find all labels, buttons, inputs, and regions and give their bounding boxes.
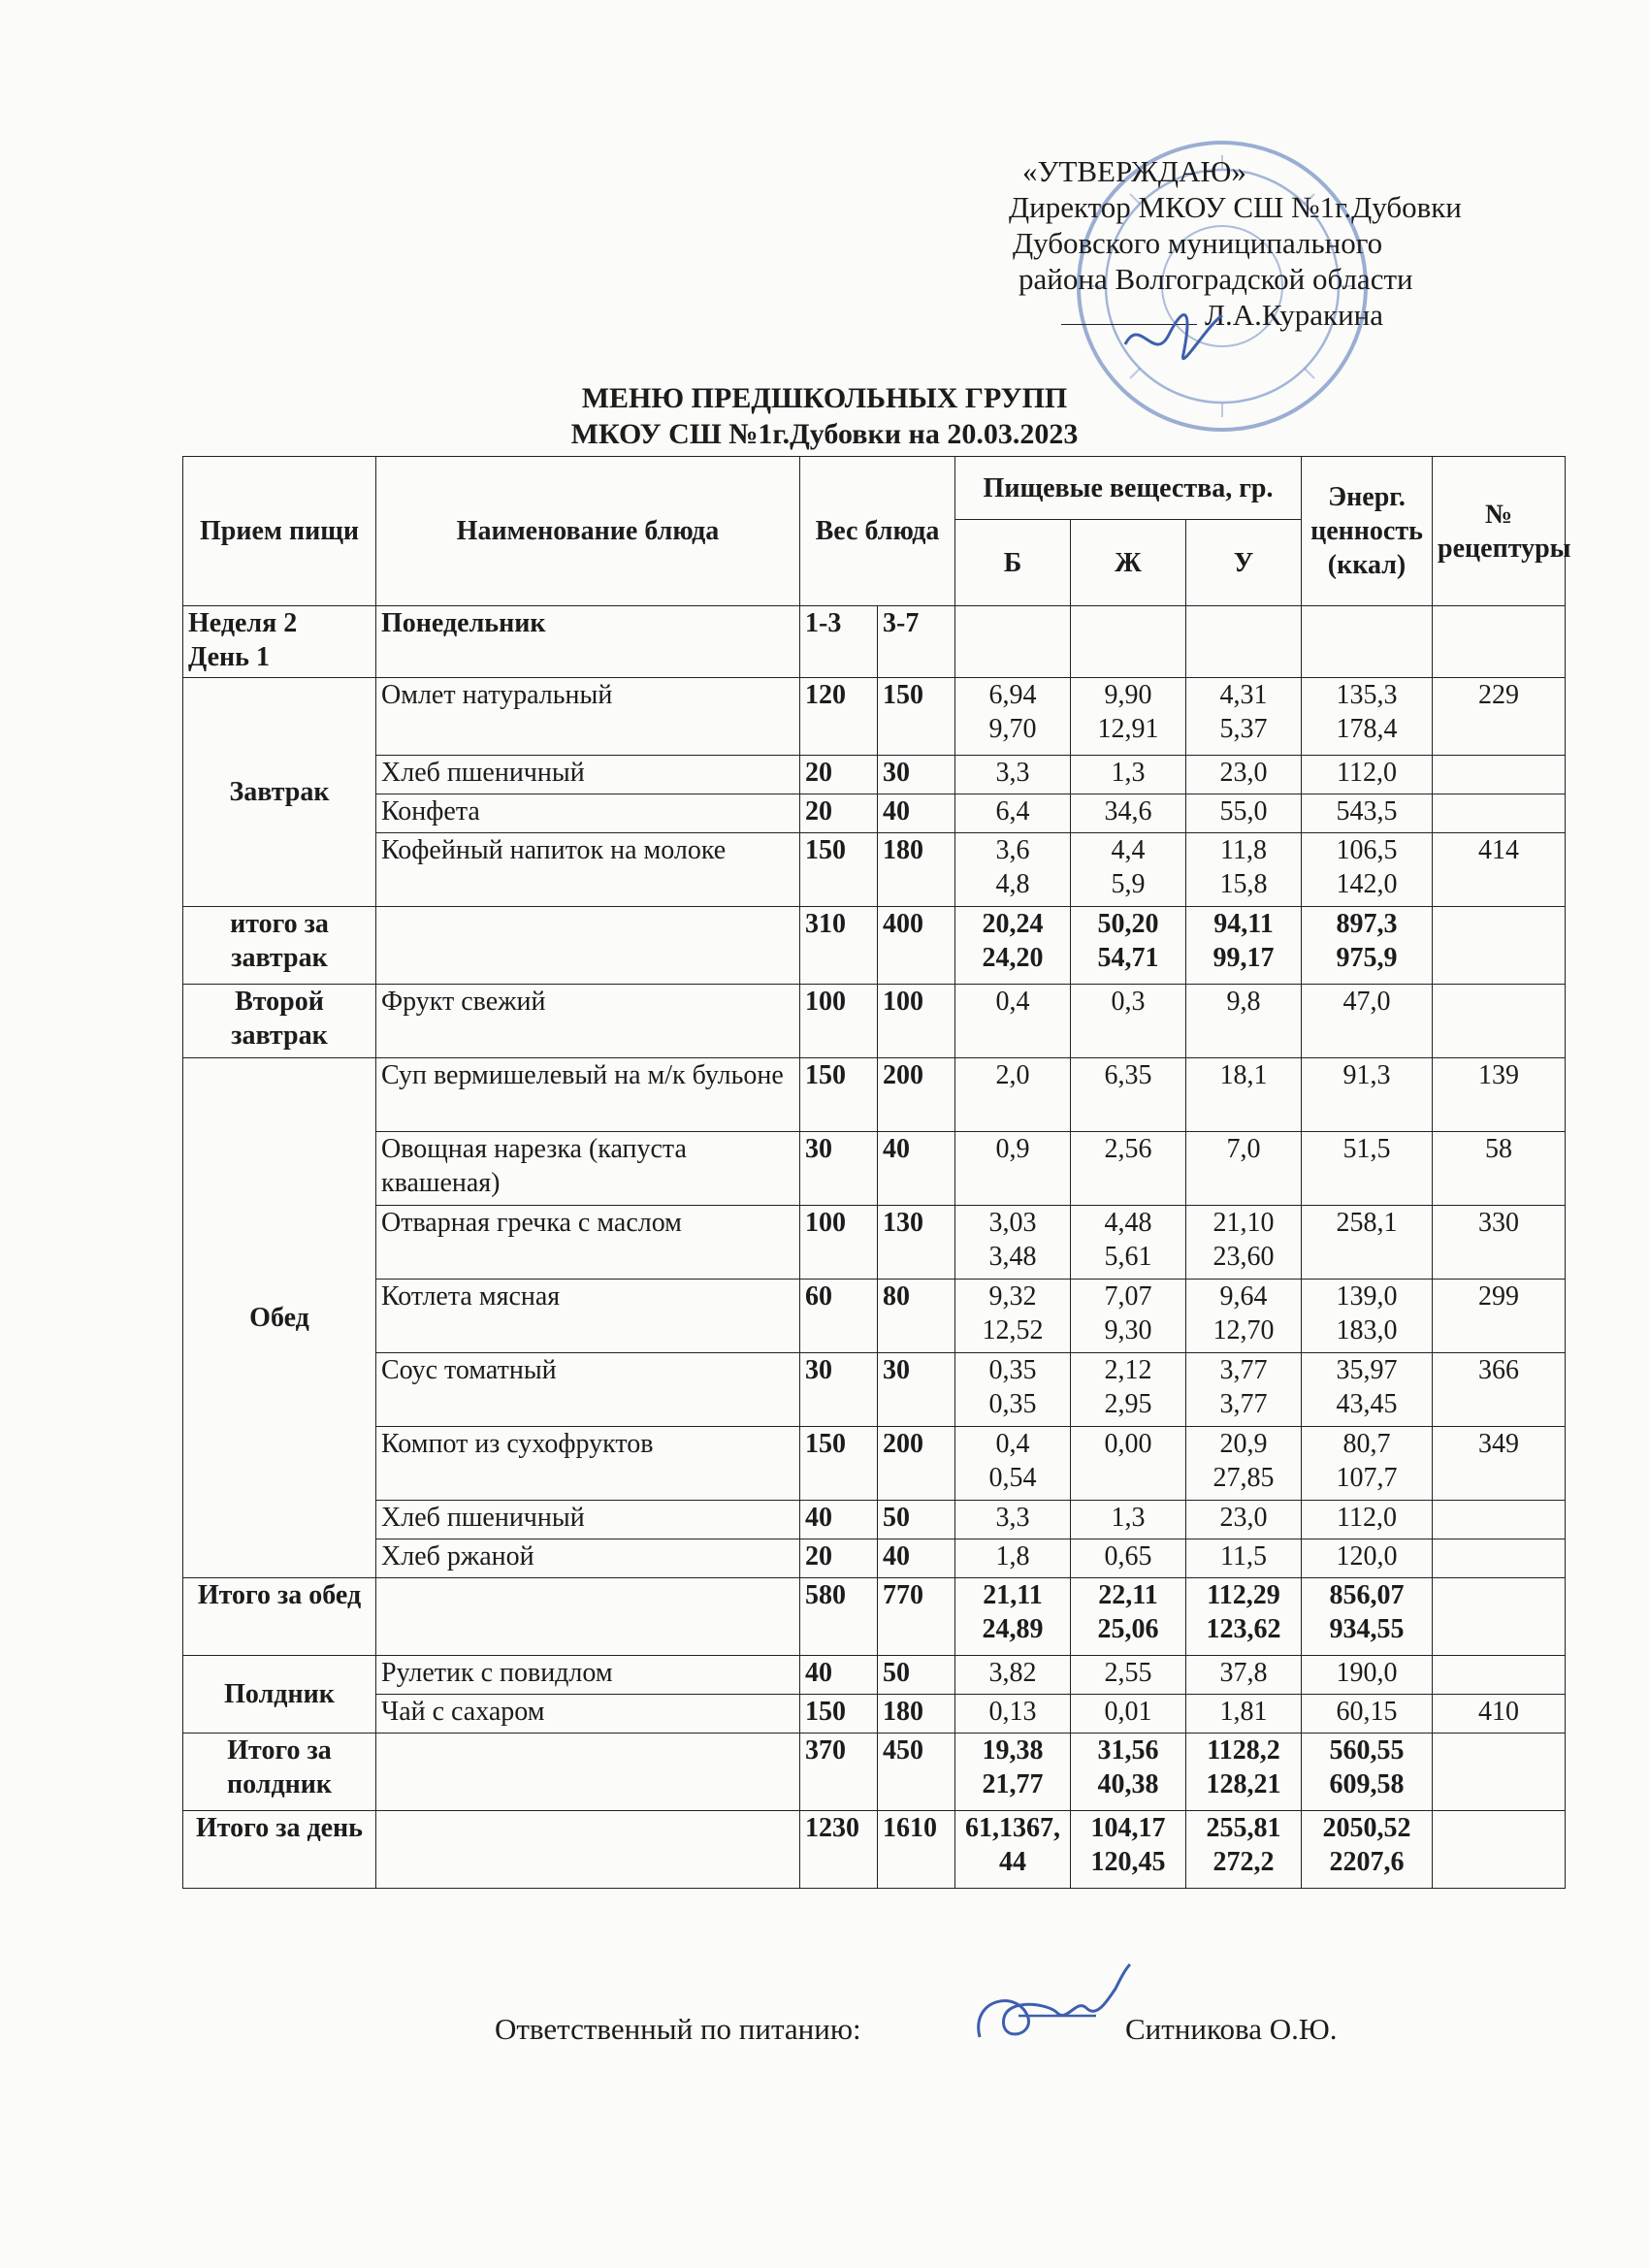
dish-name: Конфета	[376, 794, 800, 833]
day-name: Понедельник	[376, 606, 800, 678]
weight-1-3: 20	[800, 1539, 878, 1578]
director-signature-icon	[1116, 296, 1232, 383]
recipe-number: 349	[1433, 1427, 1566, 1501]
carbs: 11,8 15,8	[1186, 833, 1302, 907]
fat: 104,17 120,45	[1071, 1811, 1186, 1889]
weight-3-7: 770	[878, 1578, 955, 1656]
header-weight: Вес блюда	[800, 457, 955, 606]
weight-3-7: 100	[878, 985, 955, 1058]
protein: 6,4	[955, 794, 1071, 833]
table-row	[183, 1539, 1566, 1578]
empty-cell	[1433, 1733, 1566, 1811]
protein: 0,13	[955, 1695, 1071, 1733]
empty-cell	[376, 1811, 800, 1889]
protein: 0,4	[955, 985, 1071, 1058]
recipe-number: 414	[1433, 833, 1566, 907]
carbs: 37,8	[1186, 1656, 1302, 1695]
approval-district: Дубовского муниципального	[1013, 226, 1383, 260]
weight-1-3: 310	[800, 907, 878, 985]
recipe-number: 330	[1433, 1206, 1566, 1280]
dish-name: Котлета мясная	[376, 1280, 800, 1353]
carbs: 18,1	[1186, 1058, 1302, 1132]
dish-name: Хлеб ржаной	[376, 1539, 800, 1578]
table-row	[183, 985, 1566, 1058]
approval-heading: «УТВЕРЖДАЮ»	[1022, 154, 1246, 188]
weight-3-7: 40	[878, 1132, 955, 1206]
empty-cell	[1302, 606, 1433, 678]
age-group-1: 1-3	[800, 606, 878, 678]
weight-1-3: 40	[800, 1656, 878, 1695]
weight-3-7: 180	[878, 1695, 955, 1733]
table-row	[183, 1206, 1566, 1280]
dish-name: Рулетик с повидлом	[376, 1656, 800, 1695]
empty-cell	[1433, 1811, 1566, 1889]
weight-3-7: 30	[878, 1353, 955, 1427]
energy: 112,0	[1302, 1501, 1433, 1539]
energy: 91,3	[1302, 1058, 1433, 1132]
protein: 0,4 0,54	[955, 1427, 1071, 1501]
header-dish: Наименование блюда	[376, 457, 800, 606]
protein: 6,94 9,70	[955, 678, 1071, 756]
energy: 190,0	[1302, 1656, 1433, 1695]
energy: 897,3 975,9	[1302, 907, 1433, 985]
responsible-name: Ситникова О.Ю.	[1125, 2012, 1338, 2046]
approval-region: района Волгоградской области	[1018, 262, 1413, 296]
meal-snack: Полдник	[183, 1656, 376, 1733]
energy: 51,5	[1302, 1132, 1433, 1206]
fat: 31,56 40,38	[1071, 1733, 1186, 1811]
protein: 0,35 0,35	[955, 1353, 1071, 1427]
weight-3-7: 40	[878, 1539, 955, 1578]
recipe-number: 299	[1433, 1280, 1566, 1353]
dish-name: Хлеб пшеничный	[376, 756, 800, 794]
dish-name: Овощная нарезка (капуста квашеная)	[376, 1132, 800, 1206]
weight-3-7: 50	[878, 1656, 955, 1695]
fat: 22,11 25,06	[1071, 1578, 1186, 1656]
fat: 2,56	[1071, 1132, 1186, 1206]
menu-table	[182, 456, 1571, 1889]
recipe-number: 229	[1433, 678, 1566, 756]
weight-1-3: 370	[800, 1733, 878, 1811]
meal-breakfast: Завтрак	[183, 678, 376, 907]
header-b: Б	[955, 520, 1071, 606]
energy: 543,5	[1302, 794, 1433, 833]
title-line-1: МЕНЮ ПРЕДШКОЛЬНЫХ ГРУПП	[581, 382, 1068, 414]
carbs: 1,81	[1186, 1695, 1302, 1733]
recipe-number	[1433, 794, 1566, 833]
total-label: итого за завтрак	[183, 907, 376, 985]
page-title	[0, 380, 1649, 452]
weight-1-3: 20	[800, 756, 878, 794]
recipe-number: 58	[1433, 1132, 1566, 1206]
weight-3-7: 180	[878, 833, 955, 907]
table-row	[183, 678, 1566, 756]
header-u: У	[1186, 520, 1302, 606]
protein: 21,11 24,89	[955, 1578, 1071, 1656]
table-row	[183, 1353, 1566, 1427]
weight-3-7: 450	[878, 1733, 955, 1811]
table-row	[183, 833, 1566, 907]
carbs: 21,10 23,60	[1186, 1206, 1302, 1280]
fat: 7,07 9,30	[1071, 1280, 1186, 1353]
fat: 4,48 5,61	[1071, 1206, 1186, 1280]
protein: 3,6 4,8	[955, 833, 1071, 907]
weight-3-7: 30	[878, 756, 955, 794]
weight-1-3: 150	[800, 1427, 878, 1501]
protein: 9,32 12,52	[955, 1280, 1071, 1353]
carbs: 23,0	[1186, 756, 1302, 794]
fat: 6,35	[1071, 1058, 1186, 1132]
energy: 47,0	[1302, 985, 1433, 1058]
weight-1-3: 580	[800, 1578, 878, 1656]
total-label: Итого за полдник	[183, 1733, 376, 1811]
carbs: 112,29 123,62	[1186, 1578, 1302, 1656]
recipe-number: 366	[1433, 1353, 1566, 1427]
carbs: 3,77 3,77	[1186, 1353, 1302, 1427]
carbs: 4,31 5,37	[1186, 678, 1302, 756]
table-row	[183, 1132, 1566, 1206]
carbs: 9,8	[1186, 985, 1302, 1058]
total-label: Итого за день	[183, 1811, 376, 1889]
protein: 3,3	[955, 1501, 1071, 1539]
table-row	[183, 1280, 1566, 1353]
table-row	[183, 756, 1566, 794]
responsible-signature-icon	[960, 1960, 1154, 2066]
total-row-snack	[183, 1733, 1566, 1811]
weight-3-7: 200	[878, 1058, 955, 1132]
fat: 1,3	[1071, 1501, 1186, 1539]
header-recipe: № рецептуры	[1433, 457, 1566, 606]
empty-cell	[376, 1578, 800, 1656]
table-row	[183, 1695, 1566, 1733]
energy: 856,07 934,55	[1302, 1578, 1433, 1656]
energy: 135,3 178,4	[1302, 678, 1433, 756]
dish-name: Омлет натуральный	[376, 678, 800, 756]
dish-name: Хлеб пшеничный	[376, 1501, 800, 1539]
energy: 80,7 107,7	[1302, 1427, 1433, 1501]
recipe-number	[1433, 1539, 1566, 1578]
approval-block	[1009, 153, 1552, 333]
empty-cell	[1433, 1578, 1566, 1656]
weight-1-3: 120	[800, 678, 878, 756]
fat: 4,4 5,9	[1071, 833, 1186, 907]
fat: 1,3	[1071, 756, 1186, 794]
empty-cell	[1433, 907, 1566, 985]
weight-3-7: 50	[878, 1501, 955, 1539]
approval-director: Директор МКОУ СШ №1г.Дубовки	[1009, 190, 1462, 224]
empty-cell	[1433, 606, 1566, 678]
day-row	[183, 606, 1566, 678]
weight-1-3: 40	[800, 1501, 878, 1539]
header-energy: Энерг. ценность (ккал)	[1302, 457, 1433, 606]
meal-second-breakfast: Второй завтрак	[183, 985, 376, 1058]
weight-1-3: 100	[800, 1206, 878, 1280]
dish-name: Отварная гречка с маслом	[376, 1206, 800, 1280]
total-row-day	[183, 1811, 1566, 1889]
approval-signature-line	[1009, 297, 1552, 333]
carbs: 23,0	[1186, 1501, 1302, 1539]
table-row	[183, 1058, 1566, 1132]
fat: 0,65	[1071, 1539, 1186, 1578]
fat: 34,6	[1071, 794, 1186, 833]
weight-3-7: 130	[878, 1206, 955, 1280]
recipe-number: 139	[1433, 1058, 1566, 1132]
table-row	[183, 794, 1566, 833]
protein: 61,1367, 44	[955, 1811, 1071, 1889]
total-label: Итого за обед	[183, 1578, 376, 1656]
recipe-number	[1433, 985, 1566, 1058]
weight-3-7: 400	[878, 907, 955, 985]
weight-1-3: 150	[800, 833, 878, 907]
fat: 2,55	[1071, 1656, 1186, 1695]
header-nutrients: Пищевые вещества, гр.	[955, 457, 1302, 520]
carbs: 55,0	[1186, 794, 1302, 833]
energy: 258,1	[1302, 1206, 1433, 1280]
carbs: 7,0	[1186, 1132, 1302, 1206]
energy: 560,55 609,58	[1302, 1733, 1433, 1811]
weight-3-7: 1610	[878, 1811, 955, 1889]
weight-3-7: 200	[878, 1427, 955, 1501]
dish-name: Чай с сахаром	[376, 1695, 800, 1733]
age-group-2: 3-7	[878, 606, 955, 678]
empty-cell	[1186, 606, 1302, 678]
protein: 0,9	[955, 1132, 1071, 1206]
weight-1-3: 150	[800, 1058, 878, 1132]
footer	[495, 2012, 1338, 2047]
protein: 19,38 21,77	[955, 1733, 1071, 1811]
energy: 2050,52 2207,6	[1302, 1811, 1433, 1889]
responsible-label: Ответственный по питанию:	[495, 2012, 861, 2046]
empty-cell	[376, 1733, 800, 1811]
weight-1-3: 30	[800, 1132, 878, 1206]
weight-3-7: 150	[878, 678, 955, 756]
fat: 0,00	[1071, 1427, 1186, 1501]
recipe-number	[1433, 1656, 1566, 1695]
empty-cell	[1071, 606, 1186, 678]
protein: 2,0	[955, 1058, 1071, 1132]
protein: 3,03 3,48	[955, 1206, 1071, 1280]
protein: 20,24 24,20	[955, 907, 1071, 985]
recipe-number	[1433, 756, 1566, 794]
energy: 60,15	[1302, 1695, 1433, 1733]
title-line-2: МКОУ СШ №1г.Дубовки на 20.03.2023	[570, 418, 1079, 450]
carbs: 1128,2 128,21	[1186, 1733, 1302, 1811]
weight-1-3: 100	[800, 985, 878, 1058]
header-row	[183, 457, 1566, 520]
energy: 112,0	[1302, 756, 1433, 794]
dish-name: Фрукт свежий	[376, 985, 800, 1058]
weight-1-3: 20	[800, 794, 878, 833]
weight-1-3: 150	[800, 1695, 878, 1733]
meal-lunch: Обед	[183, 1058, 376, 1578]
table-row	[183, 1427, 1566, 1501]
dish-name: Компот из сухофруктов	[376, 1427, 800, 1501]
empty-cell	[955, 606, 1071, 678]
dish-name: Суп вермишелевый на м/к бульоне	[376, 1058, 800, 1132]
header-meal: Прием пищи	[183, 457, 376, 606]
fat: 50,20 54,71	[1071, 907, 1186, 985]
header-zh: Ж	[1071, 520, 1186, 606]
weight-3-7: 80	[878, 1280, 955, 1353]
weight-3-7: 40	[878, 794, 955, 833]
weight-1-3: 1230	[800, 1811, 878, 1889]
fat: 2,12 2,95	[1071, 1353, 1186, 1427]
approval-signer: Л.А.Куракина	[1205, 298, 1384, 332]
protein: 1,8	[955, 1539, 1071, 1578]
energy: 120,0	[1302, 1539, 1433, 1578]
weight-1-3: 60	[800, 1280, 878, 1353]
dish-name: Соус томатный	[376, 1353, 800, 1427]
carbs: 11,5	[1186, 1539, 1302, 1578]
energy: 139,0 183,0	[1302, 1280, 1433, 1353]
recipe-number	[1433, 1501, 1566, 1539]
fat: 0,3	[1071, 985, 1186, 1058]
total-row-lunch	[183, 1578, 1566, 1656]
carbs: 9,64 12,70	[1186, 1280, 1302, 1353]
dish-name: Кофейный напиток на молоке	[376, 833, 800, 907]
carbs: 20,9 27,85	[1186, 1427, 1302, 1501]
fat: 0,01	[1071, 1695, 1186, 1733]
fat: 9,90 12,91	[1071, 678, 1186, 756]
week-day-label: Неделя 2 День 1	[183, 606, 376, 678]
empty-cell	[376, 907, 800, 985]
energy: 35,97 43,45	[1302, 1353, 1433, 1427]
weight-1-3: 30	[800, 1353, 878, 1427]
total-row-breakfast	[183, 907, 1566, 985]
table-row	[183, 1501, 1566, 1539]
carbs: 94,11 99,17	[1186, 907, 1302, 985]
recipe-number: 410	[1433, 1695, 1566, 1733]
table-row	[183, 1656, 1566, 1695]
carbs: 255,81 272,2	[1186, 1811, 1302, 1889]
protein: 3,3	[955, 756, 1071, 794]
protein: 3,82	[955, 1656, 1071, 1695]
energy: 106,5 142,0	[1302, 833, 1433, 907]
